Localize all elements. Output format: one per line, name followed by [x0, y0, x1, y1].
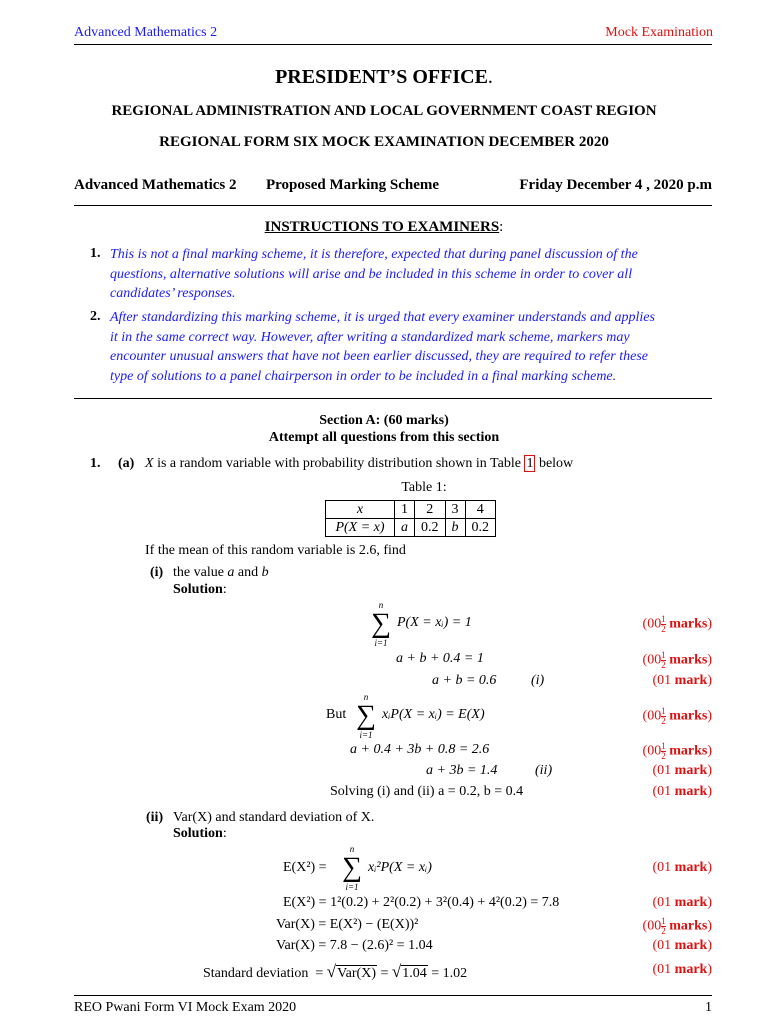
- table-cell: 1: [395, 501, 415, 519]
- equation-i-7: Solving (i) and (ii) a = 0.2, b = 0.4: [330, 784, 524, 799]
- mark-half: (00 $\frac{1}{2}$ marks): [642, 706, 712, 726]
- equation-tag: (i): [531, 673, 545, 688]
- footer-rule: [74, 995, 712, 996]
- table-cell: 3: [445, 501, 465, 519]
- equation-ii-5: Standard deviation = √Var(X) = √1.04 = 1.02: [203, 962, 468, 981]
- instructions-heading: INSTRUCTIONS TO EXAMINERS:: [264, 219, 504, 235]
- equation-i-3: a + b = 0.6: [432, 673, 497, 688]
- section-rule: [74, 398, 712, 399]
- mark-half: (00 $\frac{1}{2}$ marks): [642, 741, 712, 761]
- mark-one: (01 mark): [652, 962, 712, 977]
- part-ii-text: Var(X) and standard deviation of X.: [173, 810, 375, 825]
- equation-i-4: xᵢP(X = xᵢ) = E(X): [382, 707, 485, 722]
- table-cell: x: [326, 501, 395, 519]
- table-caption: Table 1:: [401, 480, 447, 495]
- equation-ii-4: Var(X) = 7.8 − (2.6)² = 1.04: [276, 938, 433, 953]
- info-doc-type: Proposed Marking Scheme: [266, 177, 440, 193]
- subtitle-exam: REGIONAL FORM SIX MOCK EXAMINATION DECEMBER 2020: [159, 134, 609, 150]
- section-subtitle: Attempt all questions from this section: [268, 430, 500, 445]
- footer-left: REO Pwani Form VI Mock Exam 2020: [74, 1000, 297, 1015]
- section-title: Section A: (60 marks): [319, 413, 449, 428]
- table-row: [326, 519, 496, 537]
- table-reference-link[interactable]: 1: [526, 456, 534, 471]
- summation-block: n ∑ i=1: [342, 844, 362, 892]
- but-label: But: [326, 707, 347, 722]
- info-rule: [74, 205, 712, 206]
- table-cell: 2: [415, 501, 446, 519]
- question-1a-text: X is a random variable with probability distribution shown in Table 1 below: [145, 456, 574, 471]
- equation-i-6: a + 3b = 1.4: [426, 763, 498, 778]
- part-i-text: the value a and b: [173, 565, 269, 580]
- part-i-label: (i): [150, 565, 164, 580]
- running-header-left: Advanced Mathematics 2: [74, 25, 218, 40]
- part-ii-label: (ii): [146, 810, 164, 825]
- info-date: Friday December 4 , 2020 p.m: [519, 177, 712, 193]
- page-number: 1: [705, 1000, 712, 1015]
- mark-one: (01 mark): [652, 784, 712, 799]
- table-cell: 0.2: [465, 519, 496, 537]
- instruction-1-text: This is not a final marking scheme, it is therefore, expected that during panel discussion of the questions, alternative solutions will arise and be included in this scheme in order to cover all candidates’ responses.: [110, 247, 638, 301]
- mark-one: (01 mark): [652, 673, 712, 688]
- table-cell: a: [395, 519, 415, 537]
- subtitle-region: REGIONAL ADMINISTRATION AND LOCAL GOVERNMENT COAST REGION: [111, 103, 657, 119]
- mean-statement: If the mean of this random variable is 2.6, find: [145, 543, 406, 558]
- mark-half: (00 $\frac{1}{2}$ marks): [642, 650, 712, 670]
- sigma-symbol: ∑: [371, 608, 391, 639]
- page-title: PRESIDENT’S OFFICE.: [275, 66, 493, 88]
- instruction-number: 2.: [90, 309, 101, 324]
- mark-one: (01 mark): [652, 763, 712, 778]
- mark-half: (00 $\frac{1}{2}$ marks): [642, 614, 712, 634]
- info-subject: Advanced Mathematics 2: [74, 177, 237, 193]
- equation-i-5: a + 0.4 + 3b + 0.8 = 2.6: [350, 742, 490, 757]
- table-cell: 0.2: [415, 519, 446, 537]
- table-cell: P(X = x): [326, 519, 395, 537]
- equation-ii-1-lhs: E(X²) =: [283, 860, 327, 875]
- equation-i-1: P(X = xᵢ) = 1: [397, 615, 472, 630]
- running-header-right: Mock Examination: [605, 25, 713, 40]
- summation-block: n ∑ i=1: [356, 692, 376, 740]
- question-number: 1.: [90, 456, 101, 471]
- table-cell: 4: [465, 501, 496, 519]
- equation-ii-1-rhs: xᵢ²P(X = xᵢ): [368, 860, 432, 875]
- summation-block: n ∑ i=1: [371, 600, 391, 648]
- equation-ii-3: Var(X) = E(X²) − (E(X))²: [276, 917, 419, 932]
- header-rule: [74, 44, 712, 45]
- equation-i-2: a + b + 0.4 = 1: [396, 651, 484, 666]
- equation-ii-2: E(X²) = 1²(0.2) + 2²(0.2) + 3²(0.4) + 4²(0.2) = 7.8: [283, 895, 560, 910]
- table-row: [326, 501, 496, 519]
- sigma-symbol: ∑: [342, 852, 362, 883]
- equation-tag: (ii): [535, 763, 553, 778]
- instruction-2-text: After standardizing this marking scheme, it is urged that every examiner understands and applies it in the same correct way. However, after writing a standardized mark scheme, markers may encounter unusual answers that have not been earlier discussed, they are required to refer these type of solutions to a panel chairperson in order to be included in a final marking scheme.: [110, 310, 655, 384]
- mark-one: (01 mark): [652, 938, 712, 953]
- mark-one: (01 mark): [652, 895, 712, 910]
- solution-label: Solution:: [173, 826, 227, 841]
- solution-label: Solution:: [173, 582, 227, 597]
- distribution-table: [325, 500, 496, 537]
- question-part-a: (a): [118, 456, 135, 471]
- mark-half: (00 $\frac{1}{2}$ marks): [642, 916, 712, 936]
- instruction-number: 1.: [90, 246, 101, 261]
- table-cell: b: [445, 519, 465, 537]
- sigma-symbol: ∑: [356, 700, 376, 731]
- mark-one: (01 mark): [652, 860, 712, 875]
